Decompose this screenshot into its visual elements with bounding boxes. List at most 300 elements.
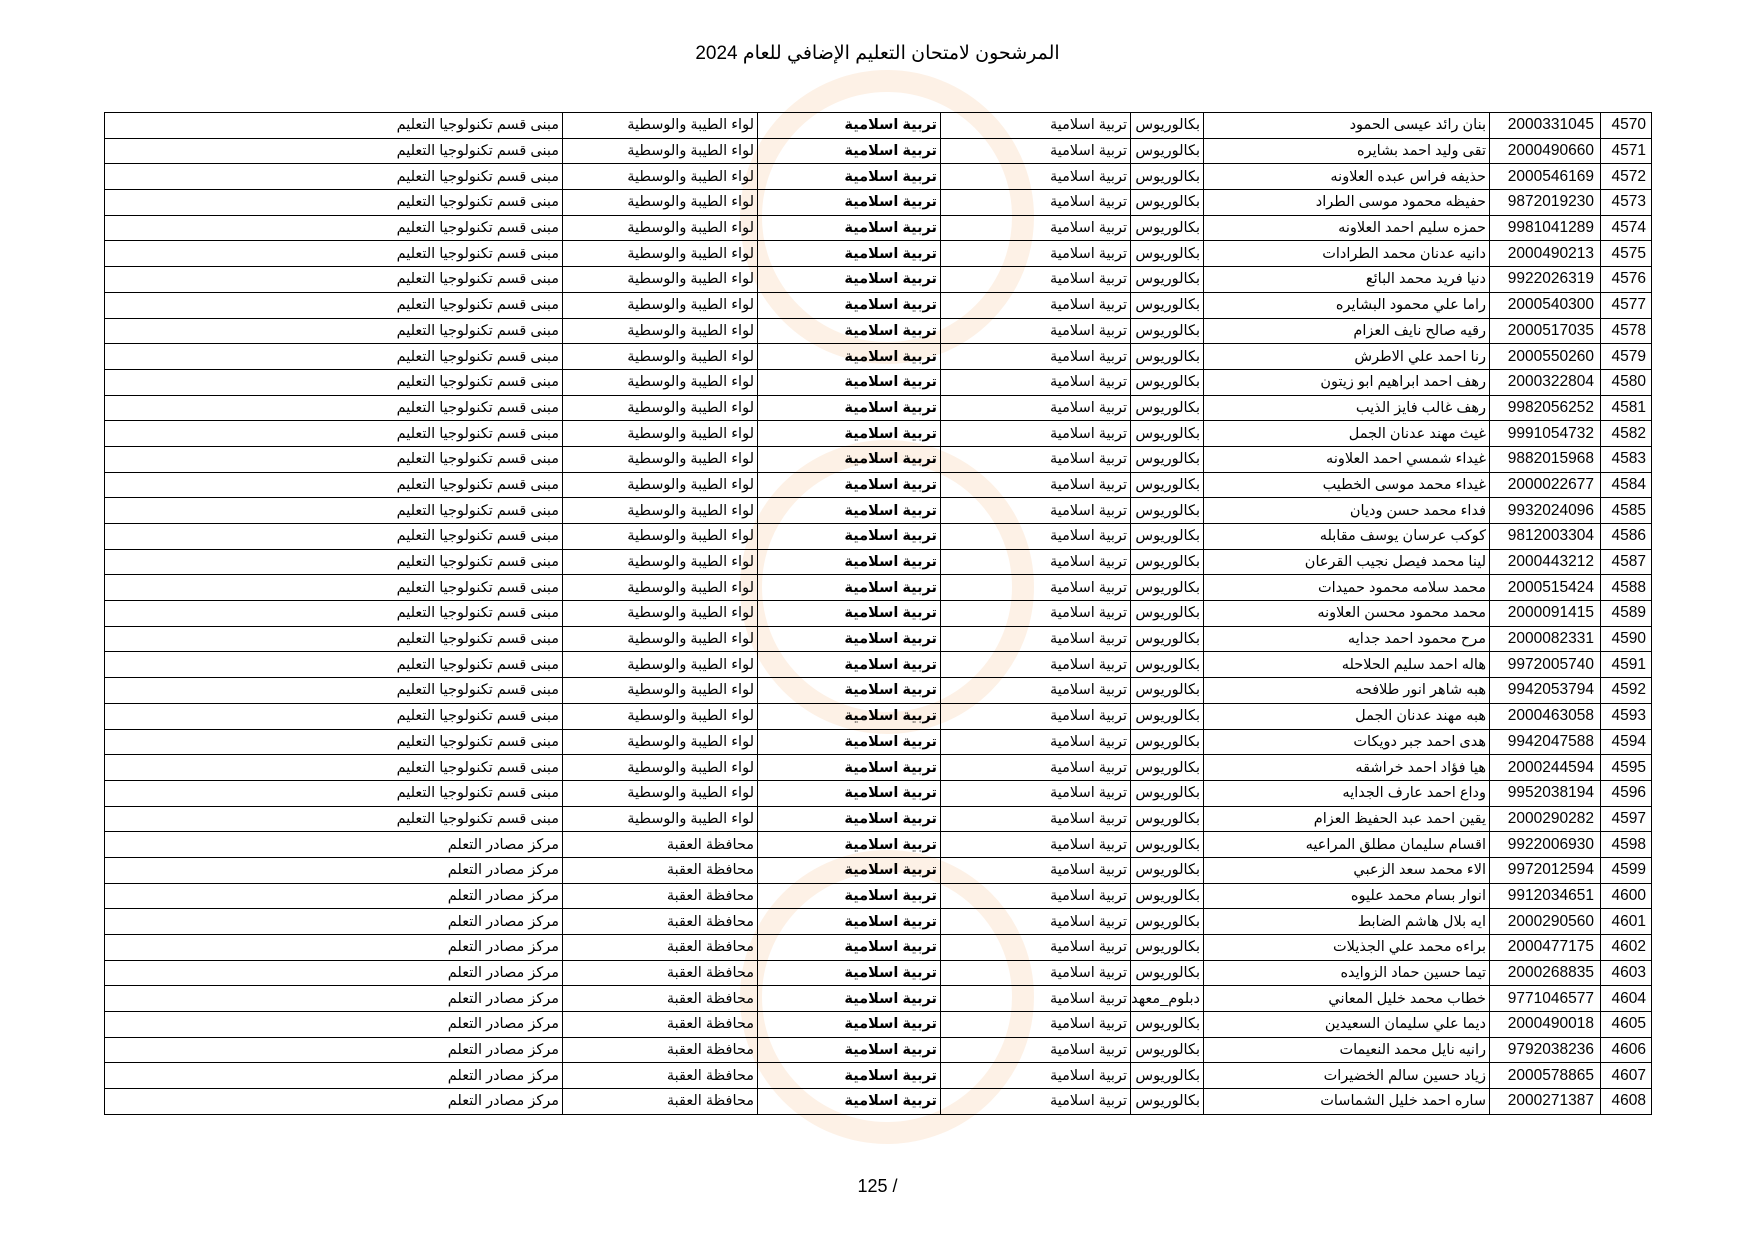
row-number-cell: 4581 — [1601, 395, 1652, 421]
candidates-table — [104, 112, 1652, 1115]
page-title: المرشحون لامتحان التعليم الإضافي للعام 2024 — [695, 43, 1060, 64]
degree-cell: بكالوريوس — [1131, 344, 1204, 370]
major-cell: تربية اسلامية — [941, 472, 1131, 498]
exam-center-cell: مركز مصادر التعلم — [105, 960, 563, 986]
row-number-cell: 4596 — [1601, 780, 1652, 806]
directorate-cell: لواء الطيبة والوسطية — [563, 652, 758, 678]
directorate-cell: محافظة العقبة — [563, 960, 758, 986]
directorate-cell: محافظة العقبة — [563, 986, 758, 1012]
table-row — [105, 832, 1652, 858]
table-row — [105, 395, 1652, 421]
row-number-cell: 4607 — [1601, 1063, 1652, 1089]
major-cell: تربية اسلامية — [941, 780, 1131, 806]
exam-subject-cell: تربية اسلامية — [758, 755, 941, 781]
directorate-cell: لواء الطيبة والوسطية — [563, 421, 758, 447]
exam-center-cell: مبنى قسم تكنولوجيا التعليم — [105, 344, 563, 370]
national-id-cell: 9932024096 — [1490, 498, 1601, 524]
exam-subject-cell: تربية اسلامية — [758, 549, 941, 575]
exam-subject-cell: تربية اسلامية — [758, 575, 941, 601]
degree-cell: بكالوريوس — [1131, 1012, 1204, 1038]
row-number-cell: 4602 — [1601, 935, 1652, 961]
directorate-cell: لواء الطيبة والوسطية — [563, 755, 758, 781]
degree-cell: بكالوريوس — [1131, 678, 1204, 704]
major-cell: تربية اسلامية — [941, 857, 1131, 883]
exam-subject-cell: تربية اسلامية — [758, 1037, 941, 1063]
major-cell: تربية اسلامية — [941, 164, 1131, 190]
major-cell: تربية اسلامية — [941, 1063, 1131, 1089]
degree-cell: بكالوريوس — [1131, 1037, 1204, 1063]
exam-subject-cell: تربية اسلامية — [758, 472, 941, 498]
candidate-name-cell: براءه محمد علي الجذيلات — [1204, 935, 1490, 961]
table-row — [105, 241, 1652, 267]
major-cell: تربية اسلامية — [941, 1037, 1131, 1063]
candidate-name-cell: حذيفه فراس عبده العلاونه — [1204, 164, 1490, 190]
exam-subject-cell: تربية اسلامية — [758, 524, 941, 550]
major-cell: تربية اسلامية — [941, 446, 1131, 472]
row-number-cell: 4605 — [1601, 1012, 1652, 1038]
national-id-cell: 2000463058 — [1490, 703, 1601, 729]
candidate-name-cell: رنا احمد علي الاطرش — [1204, 344, 1490, 370]
exam-center-cell: مبنى قسم تكنولوجيا التعليم — [105, 626, 563, 652]
degree-cell: دبلوم_معهد — [1131, 986, 1204, 1012]
exam-subject-cell: تربية اسلامية — [758, 138, 941, 164]
candidate-name-cell: هبه شاهر انور طلافحه — [1204, 678, 1490, 704]
exam-subject-cell: تربية اسلامية — [758, 190, 941, 216]
row-number-cell: 4592 — [1601, 678, 1652, 704]
row-number-cell: 4583 — [1601, 446, 1652, 472]
candidate-name-cell: خطاب محمد خليل المعاني — [1204, 986, 1490, 1012]
national-id-cell: 2000331045 — [1490, 113, 1601, 139]
table-row — [105, 113, 1652, 139]
candidate-name-cell: محمد سلامه محمود حميدات — [1204, 575, 1490, 601]
exam-center-cell: مركز مصادر التعلم — [105, 832, 563, 858]
candidate-name-cell: مرح محمود احمد جدايه — [1204, 626, 1490, 652]
row-number-cell: 4598 — [1601, 832, 1652, 858]
row-number-cell: 4591 — [1601, 652, 1652, 678]
major-cell: تربية اسلامية — [941, 652, 1131, 678]
national-id-cell: 9952038194 — [1490, 780, 1601, 806]
row-number-cell: 4593 — [1601, 703, 1652, 729]
directorate-cell: لواء الطيبة والوسطية — [563, 267, 758, 293]
exam-subject-cell: تربية اسلامية — [758, 1063, 941, 1089]
table-row — [105, 935, 1652, 961]
table-row — [105, 780, 1652, 806]
directorate-cell: لواء الطيبة والوسطية — [563, 446, 758, 472]
table-row — [105, 986, 1652, 1012]
row-number-cell: 4595 — [1601, 755, 1652, 781]
row-number-cell: 4588 — [1601, 575, 1652, 601]
row-number-cell: 4606 — [1601, 1037, 1652, 1063]
major-cell: تربية اسلامية — [941, 703, 1131, 729]
exam-center-cell: مبنى قسم تكنولوجيا التعليم — [105, 164, 563, 190]
national-id-cell: 2000540300 — [1490, 292, 1601, 318]
exam-subject-cell: تربية اسلامية — [758, 601, 941, 627]
row-number-cell: 4572 — [1601, 164, 1652, 190]
table-row — [105, 190, 1652, 216]
exam-center-cell: مبنى قسم تكنولوجيا التعليم — [105, 549, 563, 575]
major-cell: تربية اسلامية — [941, 626, 1131, 652]
row-number-cell: 4601 — [1601, 909, 1652, 935]
degree-cell: بكالوريوس — [1131, 318, 1204, 344]
directorate-cell: لواء الطيبة والوسطية — [563, 626, 758, 652]
degree-cell: بكالوريوس — [1131, 806, 1204, 832]
major-cell: تربية اسلامية — [941, 935, 1131, 961]
exam-center-cell: مبنى قسم تكنولوجيا التعليم — [105, 729, 563, 755]
national-id-cell: 9981041289 — [1490, 215, 1601, 241]
national-id-cell: 2000091415 — [1490, 601, 1601, 627]
degree-cell: بكالوريوس — [1131, 755, 1204, 781]
exam-center-cell: مبنى قسم تكنولوجيا التعليم — [105, 446, 563, 472]
table-row — [105, 857, 1652, 883]
directorate-cell: لواء الطيبة والوسطية — [563, 344, 758, 370]
candidate-name-cell: ساره احمد خليل الشماسات — [1204, 1089, 1490, 1115]
exam-subject-cell: تربية اسلامية — [758, 1089, 941, 1115]
exam-center-cell: مركز مصادر التعلم — [105, 1089, 563, 1115]
major-cell: تربية اسلامية — [941, 292, 1131, 318]
table-row — [105, 1012, 1652, 1038]
national-id-cell: 2000271387 — [1490, 1089, 1601, 1115]
directorate-cell: محافظة العقبة — [563, 883, 758, 909]
degree-cell: بكالوريوس — [1131, 113, 1204, 139]
candidate-name-cell: غيداء محمد موسى الخطيب — [1204, 472, 1490, 498]
national-id-cell: 2000290282 — [1490, 806, 1601, 832]
table-row — [105, 549, 1652, 575]
exam-subject-cell: تربية اسلامية — [758, 678, 941, 704]
exam-subject-cell: تربية اسلامية — [758, 986, 941, 1012]
candidate-name-cell: هبه مهند عدنان الجمل — [1204, 703, 1490, 729]
exam-subject-cell: تربية اسلامية — [758, 113, 941, 139]
major-cell: تربية اسلامية — [941, 729, 1131, 755]
candidate-name-cell: رهف غالب فايز الذيب — [1204, 395, 1490, 421]
exam-subject-cell: تربية اسلامية — [758, 164, 941, 190]
table-row — [105, 652, 1652, 678]
major-cell: تربية اسلامية — [941, 549, 1131, 575]
national-id-cell: 2000515424 — [1490, 575, 1601, 601]
major-cell: تربية اسلامية — [941, 215, 1131, 241]
exam-subject-cell: تربية اسلامية — [758, 267, 941, 293]
degree-cell: بكالوريوس — [1131, 549, 1204, 575]
directorate-cell: لواء الطيبة والوسطية — [563, 292, 758, 318]
table-row — [105, 703, 1652, 729]
national-id-cell: 9922026319 — [1490, 267, 1601, 293]
table-row — [105, 524, 1652, 550]
row-number-cell: 4590 — [1601, 626, 1652, 652]
degree-cell: بكالوريوس — [1131, 498, 1204, 524]
national-id-cell: 9991054732 — [1490, 421, 1601, 447]
table-row — [105, 369, 1652, 395]
candidate-name-cell: هاله احمد سليم الحلاحله — [1204, 652, 1490, 678]
exam-center-cell: مركز مصادر التعلم — [105, 1012, 563, 1038]
degree-cell: بكالوريوس — [1131, 575, 1204, 601]
directorate-cell: لواء الطيبة والوسطية — [563, 138, 758, 164]
row-number-cell: 4582 — [1601, 421, 1652, 447]
candidate-name-cell: ايه بلال هاشم الضابط — [1204, 909, 1490, 935]
exam-center-cell: مركز مصادر التعلم — [105, 935, 563, 961]
candidate-name-cell: محمد محمود محسن العلاونه — [1204, 601, 1490, 627]
table-row — [105, 292, 1652, 318]
national-id-cell: 2000578865 — [1490, 1063, 1601, 1089]
national-id-cell: 2000244594 — [1490, 755, 1601, 781]
major-cell: تربية اسلامية — [941, 909, 1131, 935]
candidate-name-cell: رقيه صالح نايف العزام — [1204, 318, 1490, 344]
major-cell: تربية اسلامية — [941, 267, 1131, 293]
table-row — [105, 883, 1652, 909]
row-number-cell: 4579 — [1601, 344, 1652, 370]
directorate-cell: لواء الطيبة والوسطية — [563, 678, 758, 704]
directorate-cell: محافظة العقبة — [563, 1037, 758, 1063]
table-row — [105, 1063, 1652, 1089]
table-row — [105, 215, 1652, 241]
directorate-cell: لواء الطيبة والوسطية — [563, 498, 758, 524]
table-row — [105, 806, 1652, 832]
row-number-cell: 4580 — [1601, 369, 1652, 395]
candidate-name-cell: غيث مهند عدنان الجمل — [1204, 421, 1490, 447]
degree-cell: بكالوريوس — [1131, 652, 1204, 678]
candidate-name-cell: تيما حسين حماد الزوايده — [1204, 960, 1490, 986]
candidate-name-cell: حفيظه محمود موسى الطراد — [1204, 190, 1490, 216]
degree-cell: بكالوريوس — [1131, 524, 1204, 550]
major-cell: تربية اسلامية — [941, 113, 1131, 139]
degree-cell: بكالوريوس — [1131, 960, 1204, 986]
directorate-cell: لواء الطيبة والوسطية — [563, 241, 758, 267]
exam-subject-cell: تربية اسلامية — [758, 832, 941, 858]
candidate-name-cell: انوار بسام محمد عليوه — [1204, 883, 1490, 909]
row-number-cell: 4589 — [1601, 601, 1652, 627]
exam-center-cell: مبنى قسم تكنولوجيا التعليم — [105, 241, 563, 267]
exam-center-cell: مبنى قسم تكنولوجيا التعليم — [105, 601, 563, 627]
directorate-cell: لواء الطيبة والوسطية — [563, 164, 758, 190]
exam-subject-cell: تربية اسلامية — [758, 729, 941, 755]
exam-subject-cell: تربية اسلامية — [758, 292, 941, 318]
national-id-cell: 2000517035 — [1490, 318, 1601, 344]
major-cell: تربية اسلامية — [941, 138, 1131, 164]
major-cell: تربية اسلامية — [941, 960, 1131, 986]
exam-center-cell: مبنى قسم تكنولوجيا التعليم — [105, 703, 563, 729]
major-cell: تربية اسلامية — [941, 1089, 1131, 1115]
national-id-cell: 2000550260 — [1490, 344, 1601, 370]
national-id-cell: 9922006930 — [1490, 832, 1601, 858]
directorate-cell: لواء الطيبة والوسطية — [563, 524, 758, 550]
major-cell: تربية اسلامية — [941, 395, 1131, 421]
national-id-cell: 2000322804 — [1490, 369, 1601, 395]
exam-subject-cell: تربية اسلامية — [758, 626, 941, 652]
exam-center-cell: مبنى قسم تكنولوجيا التعليم — [105, 498, 563, 524]
candidate-name-cell: رانيه نايل محمد النعيمات — [1204, 1037, 1490, 1063]
exam-center-cell: مركز مصادر التعلم — [105, 1037, 563, 1063]
table-row — [105, 164, 1652, 190]
exam-center-cell: مبنى قسم تكنولوجيا التعليم — [105, 780, 563, 806]
directorate-cell: لواء الطيبة والوسطية — [563, 113, 758, 139]
degree-cell: بكالوريوس — [1131, 267, 1204, 293]
directorate-cell: لواء الطيبة والوسطية — [563, 369, 758, 395]
national-id-cell: 9912034651 — [1490, 883, 1601, 909]
exam-center-cell: مبنى قسم تكنولوجيا التعليم — [105, 292, 563, 318]
directorate-cell: لواء الطيبة والوسطية — [563, 318, 758, 344]
exam-subject-cell: تربية اسلامية — [758, 780, 941, 806]
exam-center-cell: مبنى قسم تكنولوجيا التعليم — [105, 318, 563, 344]
exam-center-cell: مبنى قسم تكنولوجيا التعليم — [105, 652, 563, 678]
degree-cell: بكالوريوس — [1131, 369, 1204, 395]
row-number-cell: 4573 — [1601, 190, 1652, 216]
exam-center-cell: مركز مصادر التعلم — [105, 986, 563, 1012]
national-id-cell: 9972012594 — [1490, 857, 1601, 883]
major-cell: تربية اسلامية — [941, 883, 1131, 909]
directorate-cell: محافظة العقبة — [563, 935, 758, 961]
directorate-cell: لواء الطيبة والوسطية — [563, 190, 758, 216]
exam-center-cell: مبنى قسم تكنولوجيا التعليم — [105, 421, 563, 447]
table-row — [105, 575, 1652, 601]
table-row — [105, 729, 1652, 755]
degree-cell: بكالوريوس — [1131, 703, 1204, 729]
row-number-cell: 4599 — [1601, 857, 1652, 883]
national-id-cell: 9972005740 — [1490, 652, 1601, 678]
exam-subject-cell: تربية اسلامية — [758, 421, 941, 447]
degree-cell: بكالوريوس — [1131, 472, 1204, 498]
exam-subject-cell: تربية اسلامية — [758, 318, 941, 344]
national-id-cell: 2000490660 — [1490, 138, 1601, 164]
row-number-cell: 4571 — [1601, 138, 1652, 164]
table-row — [105, 446, 1652, 472]
row-number-cell: 4603 — [1601, 960, 1652, 986]
major-cell: تربية اسلامية — [941, 498, 1131, 524]
degree-cell: بكالوريوس — [1131, 729, 1204, 755]
table-row — [105, 498, 1652, 524]
national-id-cell: 2000546169 — [1490, 164, 1601, 190]
exam-center-cell: مبنى قسم تكنولوجيا التعليم — [105, 678, 563, 704]
row-number-cell: 4594 — [1601, 729, 1652, 755]
major-cell: تربية اسلامية — [941, 678, 1131, 704]
row-number-cell: 4570 — [1601, 113, 1652, 139]
degree-cell: بكالوريوس — [1131, 215, 1204, 241]
candidate-name-cell: لينا محمد فيصل نجيب القرعان — [1204, 549, 1490, 575]
table-row — [105, 626, 1652, 652]
candidate-name-cell: بنان رائد عيسى الحمود — [1204, 113, 1490, 139]
major-cell: تربية اسلامية — [941, 806, 1131, 832]
major-cell: تربية اسلامية — [941, 575, 1131, 601]
exam-center-cell: مركز مصادر التعلم — [105, 883, 563, 909]
degree-cell: بكالوريوس — [1131, 626, 1204, 652]
exam-center-cell: مبنى قسم تكنولوجيا التعليم — [105, 190, 563, 216]
table-row — [105, 138, 1652, 164]
row-number-cell: 4597 — [1601, 806, 1652, 832]
row-number-cell: 4577 — [1601, 292, 1652, 318]
table-row — [105, 755, 1652, 781]
exam-subject-cell: تربية اسلامية — [758, 369, 941, 395]
national-id-cell: 9942047588 — [1490, 729, 1601, 755]
exam-subject-cell: تربية اسلامية — [758, 395, 941, 421]
directorate-cell: محافظة العقبة — [563, 857, 758, 883]
exam-center-cell: مبنى قسم تكنولوجيا التعليم — [105, 138, 563, 164]
national-id-cell: 2000082331 — [1490, 626, 1601, 652]
national-id-cell: 9882015968 — [1490, 446, 1601, 472]
candidate-name-cell: يقين احمد عبد الحفيظ العزام — [1204, 806, 1490, 832]
exam-center-cell: مبنى قسم تكنولوجيا التعليم — [105, 113, 563, 139]
degree-cell: بكالوريوس — [1131, 395, 1204, 421]
row-number-cell: 4585 — [1601, 498, 1652, 524]
major-cell: تربية اسلامية — [941, 755, 1131, 781]
row-number-cell: 4575 — [1601, 241, 1652, 267]
directorate-cell: لواء الطيبة والوسطية — [563, 395, 758, 421]
table-row — [105, 318, 1652, 344]
exam-subject-cell: تربية اسلامية — [758, 935, 941, 961]
degree-cell: بكالوريوس — [1131, 601, 1204, 627]
row-number-cell: 4576 — [1601, 267, 1652, 293]
major-cell: تربية اسلامية — [941, 369, 1131, 395]
national-id-cell: 2000477175 — [1490, 935, 1601, 961]
row-number-cell: 4586 — [1601, 524, 1652, 550]
degree-cell: بكالوريوس — [1131, 421, 1204, 447]
national-id-cell: 2000490213 — [1490, 241, 1601, 267]
row-number-cell: 4584 — [1601, 472, 1652, 498]
directorate-cell: لواء الطيبة والوسطية — [563, 780, 758, 806]
exam-subject-cell: تربية اسلامية — [758, 703, 941, 729]
table-row — [105, 267, 1652, 293]
table-row — [105, 960, 1652, 986]
candidate-name-cell: ديما علي سليمان السعيدين — [1204, 1012, 1490, 1038]
national-id-cell: 9942053794 — [1490, 678, 1601, 704]
exam-subject-cell: تربية اسلامية — [758, 857, 941, 883]
page-number: 125 / — [857, 1176, 898, 1196]
directorate-cell: محافظة العقبة — [563, 909, 758, 935]
degree-cell: بكالوريوس — [1131, 935, 1204, 961]
national-id-cell: 2000022677 — [1490, 472, 1601, 498]
national-id-cell: 2000490018 — [1490, 1012, 1601, 1038]
candidate-name-cell: رهف احمد ابراهيم ابو زيتون — [1204, 369, 1490, 395]
candidate-name-cell: غيداء شمسي احمد العلاونه — [1204, 446, 1490, 472]
exam-subject-cell: تربية اسلامية — [758, 806, 941, 832]
row-number-cell: 4587 — [1601, 549, 1652, 575]
directorate-cell: محافظة العقبة — [563, 832, 758, 858]
candidate-name-cell: اقسام سليمان مطلق المراعيه — [1204, 832, 1490, 858]
exam-subject-cell: تربية اسلامية — [758, 215, 941, 241]
exam-subject-cell: تربية اسلامية — [758, 241, 941, 267]
major-cell: تربية اسلامية — [941, 421, 1131, 447]
exam-center-cell: مبنى قسم تكنولوجيا التعليم — [105, 806, 563, 832]
degree-cell: بكالوريوس — [1131, 883, 1204, 909]
directorate-cell: محافظة العقبة — [563, 1063, 758, 1089]
candidate-name-cell: هدى احمد جبر دويكات — [1204, 729, 1490, 755]
degree-cell: بكالوريوس — [1131, 1063, 1204, 1089]
exam-center-cell: مبنى قسم تكنولوجيا التعليم — [105, 395, 563, 421]
national-id-cell: 9872019230 — [1490, 190, 1601, 216]
exam-center-cell: مركز مصادر التعلم — [105, 1063, 563, 1089]
directorate-cell: لواء الطيبة والوسطية — [563, 549, 758, 575]
candidate-name-cell: زياد حسين سالم الخضيرات — [1204, 1063, 1490, 1089]
candidate-name-cell: راما علي محمود البشايره — [1204, 292, 1490, 318]
degree-cell: بكالوريوس — [1131, 241, 1204, 267]
candidate-name-cell: كوكب عرسان يوسف مقابله — [1204, 524, 1490, 550]
candidate-name-cell: دنيا فريد محمد البائع — [1204, 267, 1490, 293]
national-id-cell: 9771046577 — [1490, 986, 1601, 1012]
degree-cell: بكالوريوس — [1131, 292, 1204, 318]
directorate-cell: لواء الطيبة والوسطية — [563, 575, 758, 601]
exam-subject-cell: تربية اسلامية — [758, 1012, 941, 1038]
row-number-cell: 4574 — [1601, 215, 1652, 241]
major-cell: تربية اسلامية — [941, 601, 1131, 627]
degree-cell: بكالوريوس — [1131, 138, 1204, 164]
major-cell: تربية اسلامية — [941, 1012, 1131, 1038]
degree-cell: بكالوريوس — [1131, 190, 1204, 216]
table-row — [105, 344, 1652, 370]
directorate-cell: لواء الطيبة والوسطية — [563, 215, 758, 241]
exam-subject-cell: تربية اسلامية — [758, 909, 941, 935]
degree-cell: بكالوريوس — [1131, 832, 1204, 858]
row-number-cell: 4604 — [1601, 986, 1652, 1012]
national-id-cell: 2000268835 — [1490, 960, 1601, 986]
degree-cell: بكالوريوس — [1131, 857, 1204, 883]
candidate-name-cell: دانيه عدنان محمد الطرادات — [1204, 241, 1490, 267]
major-cell: تربية اسلامية — [941, 832, 1131, 858]
